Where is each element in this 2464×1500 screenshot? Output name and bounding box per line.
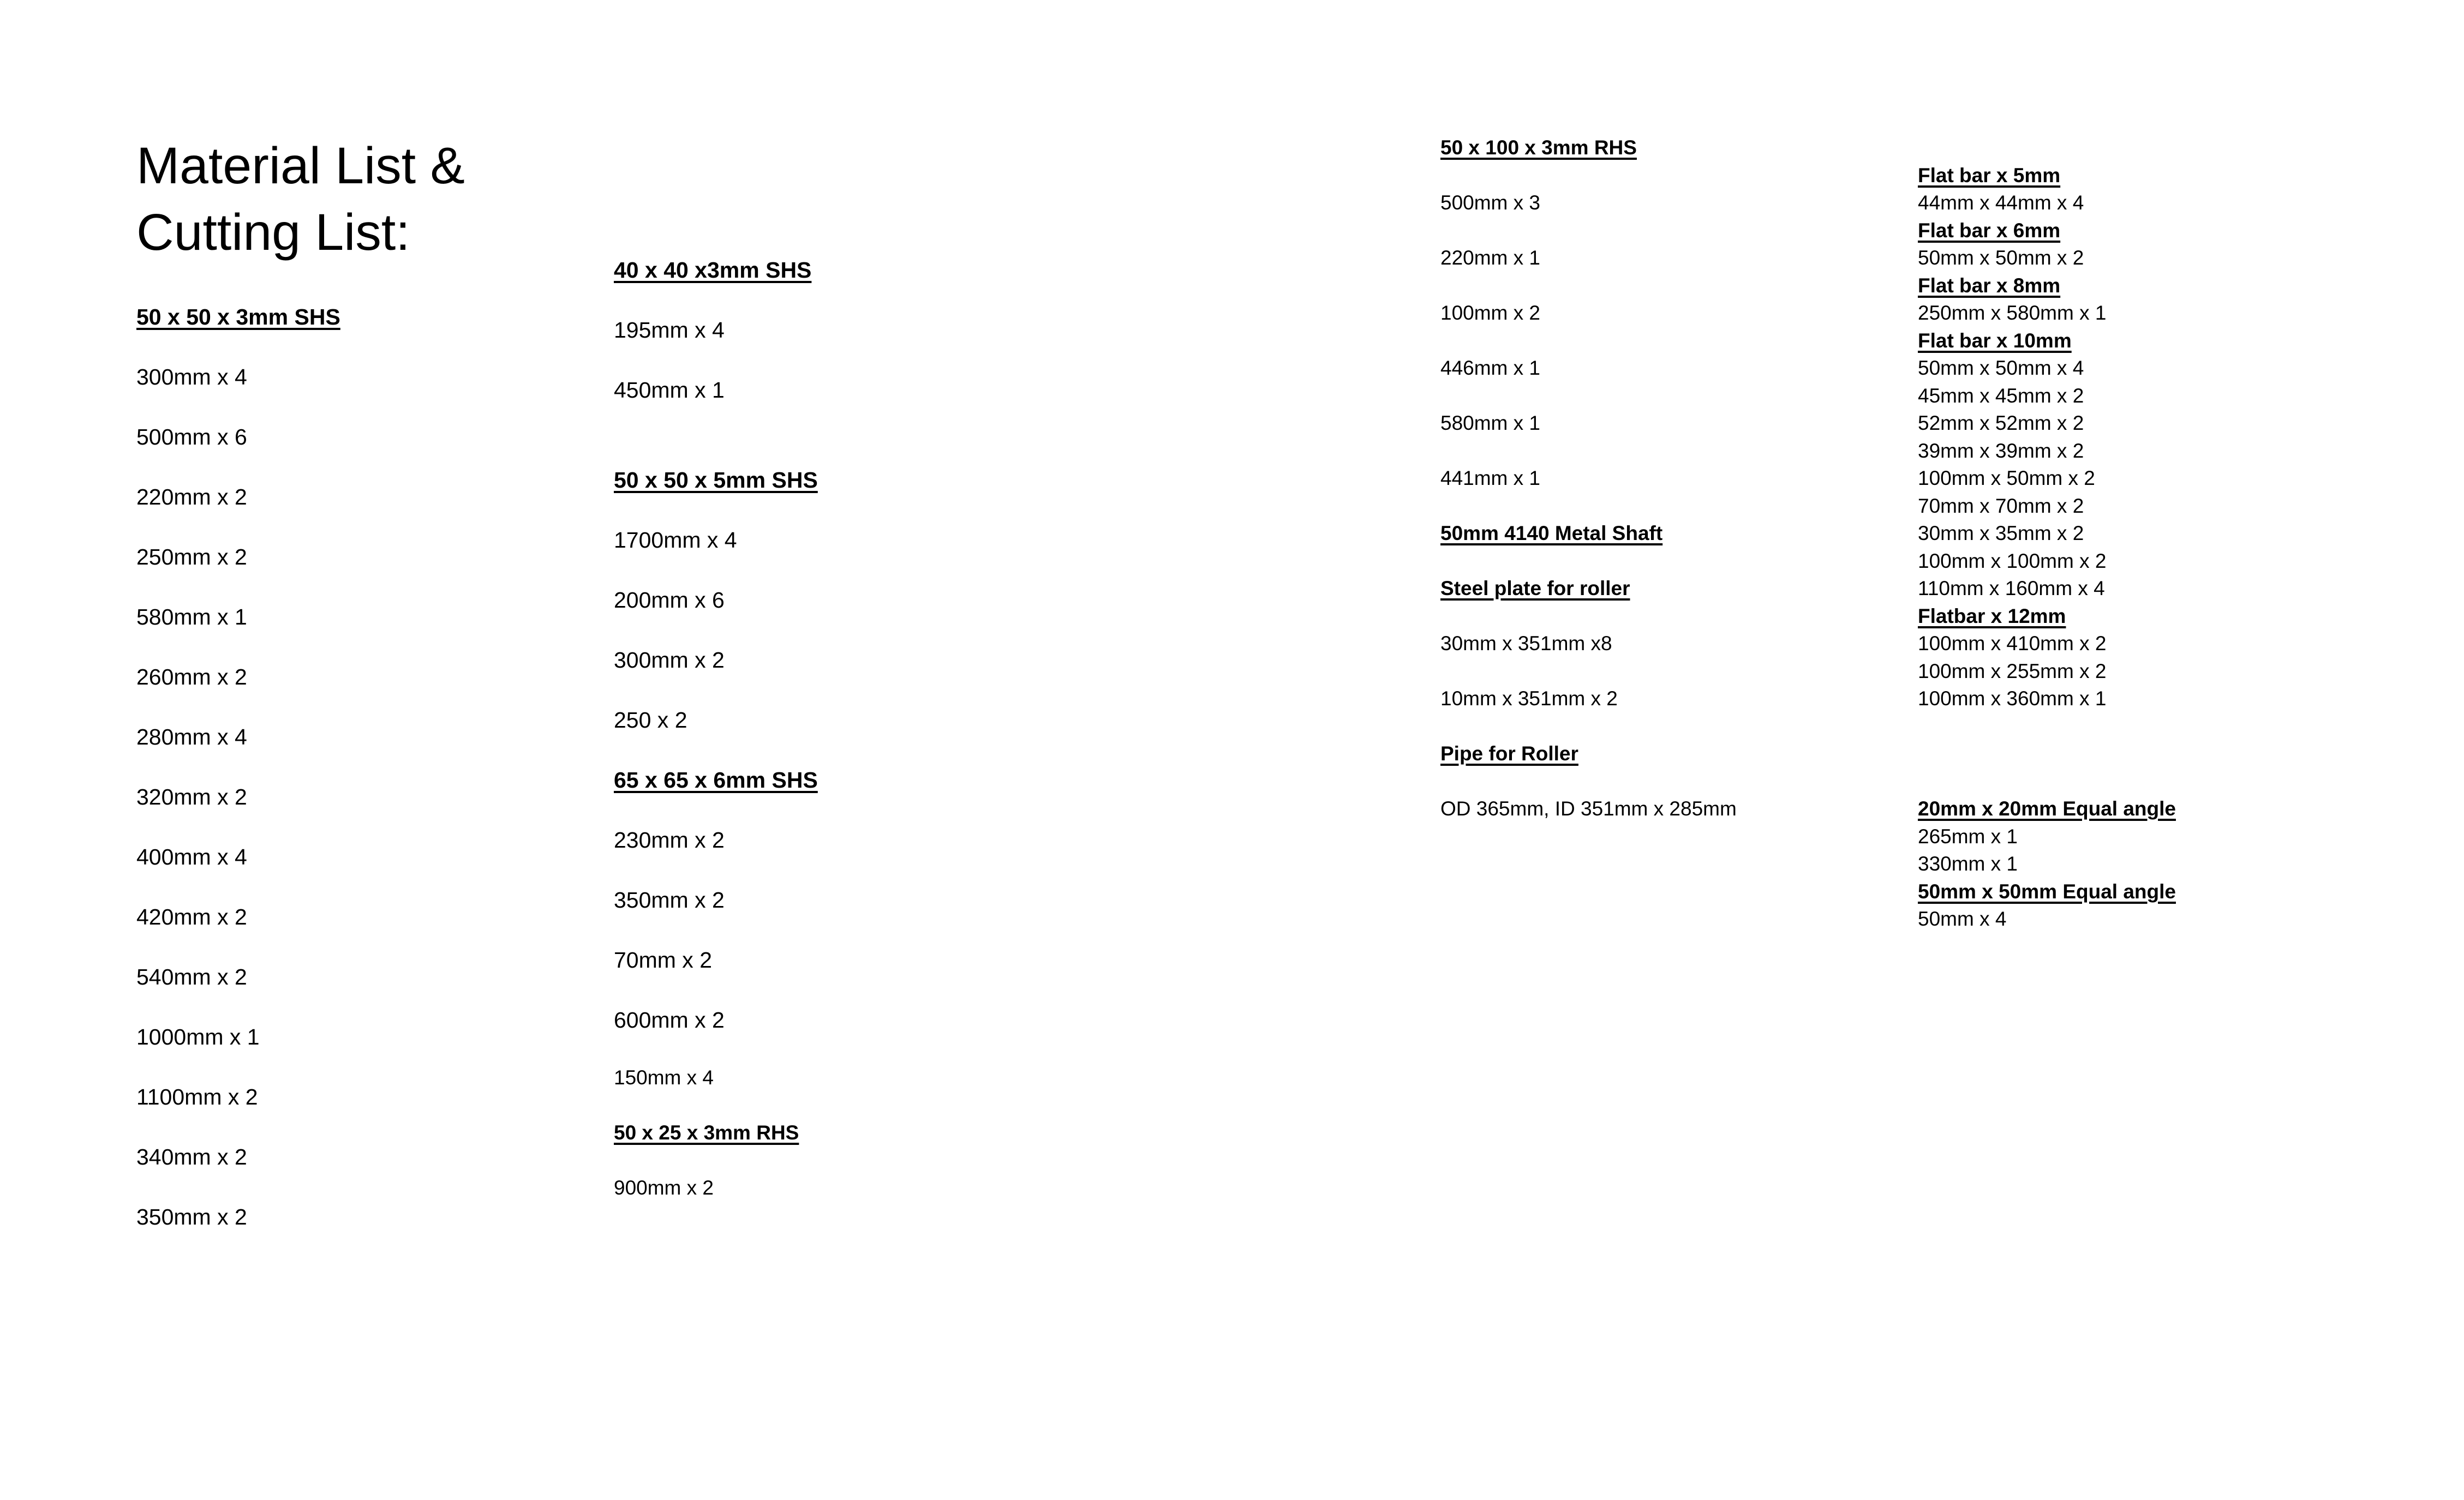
section-heading: Flat bar x 6mm — [1918, 219, 2061, 242]
list-item: 540mm x 2 — [136, 964, 247, 989]
list-item: 1000mm x 1 — [136, 1024, 260, 1049]
list-item: 220mm x 2 — [136, 484, 247, 509]
page-title — [136, 133, 465, 266]
list-item: 250mm x 580mm x 1 — [1918, 302, 2107, 324]
section-heading: 50 x 50 x 3mm SHS — [136, 304, 340, 329]
list-item: 100mm x 100mm x 2 — [1918, 550, 2107, 572]
list-item: 1700mm x 4 — [614, 527, 737, 553]
list-item: 220mm x 1 — [1440, 247, 1541, 269]
section-heading: 50 x 25 x 3mm RHS — [614, 1121, 799, 1144]
page-title-line-2: Cutting List: — [136, 203, 410, 261]
list-item: 500mm x 3 — [1440, 191, 1541, 214]
list-item: 265mm x 1 — [1918, 825, 2018, 848]
list-item: 39mm x 39mm x 2 — [1918, 440, 2084, 462]
section-heading: Pipe for Roller — [1440, 742, 1578, 765]
section-heading: Flatbar x 12mm — [1918, 605, 2066, 627]
list-item: 446mm x 1 — [1440, 357, 1541, 379]
list-item: 250mm x 2 — [136, 544, 247, 569]
list-item: 110mm x 160mm x 4 — [1918, 577, 2105, 599]
list-item: 330mm x 1 — [1918, 853, 2018, 875]
list-item: 580mm x 1 — [1440, 412, 1541, 434]
list-item: 50mm x 50mm x 2 — [1918, 247, 2084, 269]
section-heading: Steel plate for roller — [1440, 577, 1630, 599]
list-item: 450mm x 1 — [614, 377, 725, 403]
list-item: OD 365mm, ID 351mm x 285mm — [1440, 797, 1737, 820]
list-item: 500mm x 6 — [136, 424, 247, 449]
list-item: 350mm x 2 — [614, 887, 725, 913]
list-item: 250 x 2 — [614, 707, 687, 733]
list-item: 600mm x 2 — [614, 1007, 725, 1033]
list-item: 70mm x 2 — [614, 947, 712, 973]
list-item: 340mm x 2 — [136, 1144, 247, 1169]
list-item: 580mm x 1 — [136, 604, 247, 629]
list-item: 50mm x 50mm x 4 — [1918, 357, 2084, 379]
section-heading: 50mm 4140 Metal Shaft — [1440, 522, 1663, 544]
list-item: 10mm x 351mm x 2 — [1440, 687, 1618, 710]
list-item: 100mm x 410mm x 2 — [1918, 632, 2107, 655]
list-item: 100mm x 360mm x 1 — [1918, 687, 2107, 710]
section-heading: 40 x 40 x3mm SHS — [614, 257, 812, 283]
list-item: 44mm x 44mm x 4 — [1918, 191, 2084, 214]
section-heading: 65 x 65 x 6mm SHS — [614, 767, 818, 793]
list-item: 50mm x 4 — [1918, 908, 2007, 930]
list-item: 300mm x 2 — [614, 647, 725, 673]
section-heading: 50 x 50 x 5mm SHS — [614, 467, 818, 493]
list-item: 30mm x 35mm x 2 — [1918, 522, 2084, 544]
list-item: 441mm x 1 — [1440, 467, 1541, 489]
list-item: 230mm x 2 — [614, 827, 725, 853]
list-item: 400mm x 4 — [136, 844, 247, 869]
list-item: 420mm x 2 — [136, 904, 247, 929]
list-item: 1100mm x 2 — [136, 1084, 258, 1109]
list-item: 200mm x 6 — [614, 587, 725, 613]
list-item: 195mm x 4 — [614, 317, 725, 343]
list-item: 350mm x 2 — [136, 1204, 247, 1229]
section-heading: Flat bar x 5mm — [1918, 164, 2061, 187]
section-heading: 50mm x 50mm Equal angle — [1918, 880, 2176, 903]
list-item: 52mm x 52mm x 2 — [1918, 412, 2084, 434]
list-item: 280mm x 4 — [136, 724, 247, 749]
list-item: 150mm x 4 — [614, 1066, 714, 1089]
list-item: 100mm x 2 — [1440, 302, 1541, 324]
list-item: 260mm x 2 — [136, 664, 247, 689]
list-item: 300mm x 4 — [136, 364, 247, 389]
list-item: 30mm x 351mm x8 — [1440, 632, 1612, 655]
section-heading: 20mm x 20mm Equal angle — [1918, 797, 2176, 820]
list-item: 100mm x 50mm x 2 — [1918, 467, 2095, 489]
section-heading: 50 x 100 x 3mm RHS — [1440, 136, 1637, 159]
list-item: 100mm x 255mm x 2 — [1918, 660, 2107, 682]
list-item: 320mm x 2 — [136, 784, 247, 809]
list-item: 70mm x 70mm x 2 — [1918, 495, 2084, 517]
list-item: 900mm x 2 — [614, 1177, 714, 1199]
page-title-line-1: Material List & — [136, 137, 465, 195]
section-heading: Flat bar x 8mm — [1918, 274, 2061, 297]
section-heading: Flat bar x 10mm — [1918, 329, 2072, 352]
list-item: 45mm x 45mm x 2 — [1918, 385, 2084, 407]
